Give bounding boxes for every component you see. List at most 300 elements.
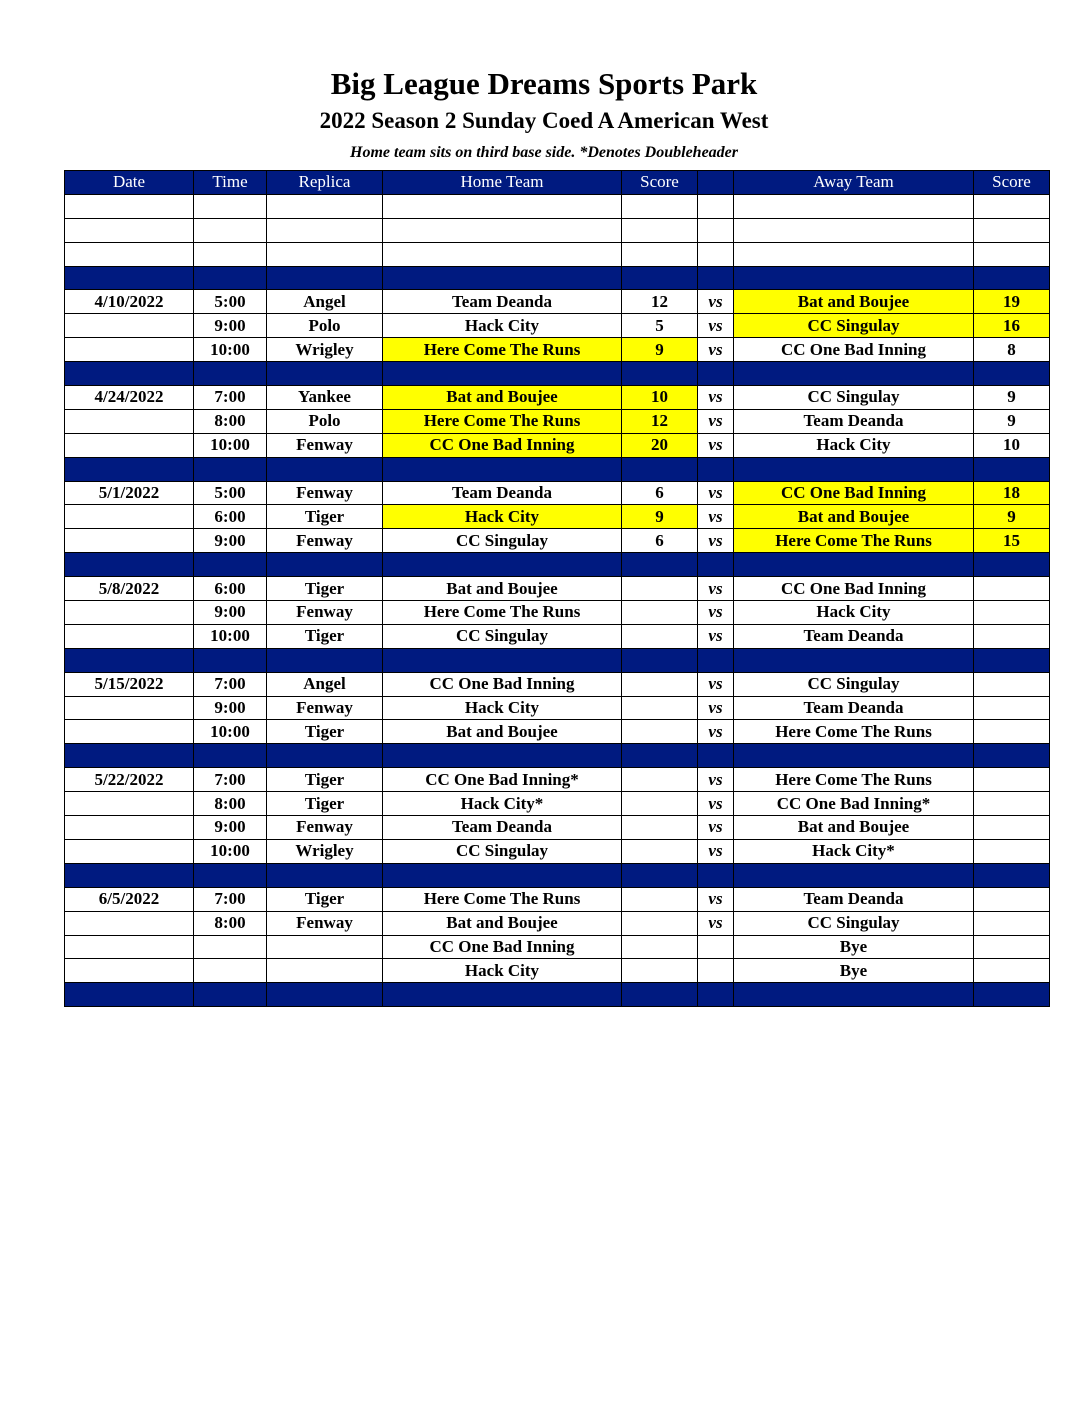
- cell-time: 7:00: [194, 768, 267, 792]
- cell-date: [65, 601, 194, 625]
- cell-date: [65, 433, 194, 457]
- game-row: [65, 624, 1050, 648]
- cell-home: Here Come The Runs: [383, 601, 622, 625]
- cell-away: [734, 648, 974, 672]
- cell-home: [383, 744, 622, 768]
- cell-replica: Tiger: [267, 887, 383, 911]
- cell-replica: Angel: [267, 672, 383, 696]
- cell-home-score: [622, 266, 698, 290]
- cell-away-score: 18: [974, 481, 1050, 505]
- col-away-team-header: Away Team: [734, 171, 974, 195]
- cell-home-score: 9: [622, 338, 698, 362]
- cell-away: CC Singulay: [734, 386, 974, 410]
- cell-vs: vs: [698, 720, 734, 744]
- cell-away-score: [974, 266, 1050, 290]
- cell-away-score: 19: [974, 290, 1050, 314]
- header-row: [65, 171, 1050, 195]
- cell-home: Here Come The Runs: [383, 338, 622, 362]
- cell-home: [383, 983, 622, 1007]
- cell-time: 8:00: [194, 792, 267, 816]
- cell-home: [383, 553, 622, 577]
- cell-home-score: [622, 696, 698, 720]
- cell-time: 10:00: [194, 338, 267, 362]
- cell-replica: Fenway: [267, 696, 383, 720]
- cell-time: 8:00: [194, 911, 267, 935]
- cell-home: CC One Bad Inning: [383, 433, 622, 457]
- blank-row: [65, 242, 1050, 266]
- cell-vs: [698, 194, 734, 218]
- cell-away: Team Deanda: [734, 624, 974, 648]
- cell-time: 9:00: [194, 601, 267, 625]
- cell-home-score: 12: [622, 409, 698, 433]
- week-separator: [65, 648, 1050, 672]
- cell-vs: vs: [698, 481, 734, 505]
- cell-away: [734, 983, 974, 1007]
- cell-away: Hack City: [734, 433, 974, 457]
- page-subtitle: 2022 Season 2 Sunday Coed A American West: [319, 108, 769, 133]
- cell-time: [194, 648, 267, 672]
- cell-time: [194, 983, 267, 1007]
- cell-away: [734, 266, 974, 290]
- cell-replica: Angel: [267, 290, 383, 314]
- cell-away: Team Deanda: [734, 887, 974, 911]
- cell-date: [65, 839, 194, 863]
- cell-replica: Fenway: [267, 911, 383, 935]
- cell-date: [65, 194, 194, 218]
- cell-away: CC One Bad Inning: [734, 577, 974, 601]
- cell-vs: vs: [698, 911, 734, 935]
- game-row: [65, 386, 1050, 410]
- cell-away: [734, 218, 974, 242]
- cell-time: 7:00: [194, 672, 267, 696]
- week-separator: [65, 983, 1050, 1007]
- cell-time: 9:00: [194, 314, 267, 338]
- game-row: [65, 505, 1050, 529]
- cell-home-score: 9: [622, 505, 698, 529]
- cell-home-score: [622, 362, 698, 386]
- blank-row: [65, 194, 1050, 218]
- cell-vs: vs: [698, 792, 734, 816]
- cell-replica: Tiger: [267, 624, 383, 648]
- game-row: [65, 720, 1050, 744]
- cell-date: [65, 314, 194, 338]
- cell-home-score: [622, 983, 698, 1007]
- cell-away: CC Singulay: [734, 314, 974, 338]
- cell-away-score: [974, 959, 1050, 983]
- cell-time: 5:00: [194, 481, 267, 505]
- cell-date: 4/24/2022: [65, 386, 194, 410]
- cell-away-score: [974, 863, 1050, 887]
- game-row: [65, 768, 1050, 792]
- cell-away-score: [974, 457, 1050, 481]
- cell-away: Bat and Boujee: [734, 505, 974, 529]
- cell-away-score: 16: [974, 314, 1050, 338]
- cell-away-score: [974, 720, 1050, 744]
- cell-vs: vs: [698, 601, 734, 625]
- cell-away-score: [974, 672, 1050, 696]
- week-separator: [65, 553, 1050, 577]
- game-row: [65, 601, 1050, 625]
- week-separator: [65, 744, 1050, 768]
- game-row: [65, 911, 1050, 935]
- cell-replica: Tiger: [267, 720, 383, 744]
- cell-replica: [267, 935, 383, 959]
- cell-vs: [698, 553, 734, 577]
- cell-home-score: [622, 672, 698, 696]
- game-row: [65, 338, 1050, 362]
- cell-time: 9:00: [194, 816, 267, 840]
- cell-away-score: [974, 194, 1050, 218]
- schedule-note: Home team sits on third base side. *Denotes Doubleheader: [350, 144, 738, 161]
- week-separator: [65, 362, 1050, 386]
- cell-home-score: [622, 816, 698, 840]
- cell-time: 7:00: [194, 386, 267, 410]
- cell-away-score: [974, 218, 1050, 242]
- cell-home-score: 10: [622, 386, 698, 410]
- cell-time: 9:00: [194, 529, 267, 553]
- cell-home: Bat and Boujee: [383, 577, 622, 601]
- col-replica-header: Replica: [267, 171, 383, 195]
- cell-time: [194, 362, 267, 386]
- cell-replica: Tiger: [267, 577, 383, 601]
- cell-date: [65, 959, 194, 983]
- cell-time: [194, 218, 267, 242]
- cell-vs: vs: [698, 290, 734, 314]
- cell-date: [65, 409, 194, 433]
- cell-home: [383, 242, 622, 266]
- cell-home: CC One Bad Inning: [383, 935, 622, 959]
- cell-replica: [267, 362, 383, 386]
- cell-date: [65, 218, 194, 242]
- cell-date: [65, 362, 194, 386]
- cell-home-score: 6: [622, 481, 698, 505]
- cell-home: CC Singulay: [383, 529, 622, 553]
- cell-date: 5/22/2022: [65, 768, 194, 792]
- cell-replica: Tiger: [267, 505, 383, 529]
- game-row: [65, 935, 1050, 959]
- cell-date: [65, 863, 194, 887]
- cell-home-score: [622, 601, 698, 625]
- cell-time: 8:00: [194, 409, 267, 433]
- cell-home: CC One Bad Inning*: [383, 768, 622, 792]
- cell-replica: [267, 863, 383, 887]
- cell-replica: [267, 242, 383, 266]
- cell-vs: [698, 457, 734, 481]
- cell-date: 5/1/2022: [65, 481, 194, 505]
- game-row: [65, 816, 1050, 840]
- cell-time: 10:00: [194, 433, 267, 457]
- cell-replica: [267, 744, 383, 768]
- cell-replica: Fenway: [267, 816, 383, 840]
- cell-replica: [267, 983, 383, 1007]
- cell-away: CC One Bad Inning: [734, 481, 974, 505]
- cell-replica: Polo: [267, 409, 383, 433]
- cell-away: Team Deanda: [734, 409, 974, 433]
- game-row: [65, 577, 1050, 601]
- cell-date: 4/10/2022: [65, 290, 194, 314]
- col-vs-header: [698, 171, 734, 195]
- cell-away-score: [974, 792, 1050, 816]
- cell-vs: [698, 863, 734, 887]
- cell-replica: Polo: [267, 314, 383, 338]
- cell-away-score: 15: [974, 529, 1050, 553]
- cell-vs: [698, 362, 734, 386]
- cell-away: [734, 457, 974, 481]
- cell-date: 5/8/2022: [65, 577, 194, 601]
- cell-home: [383, 863, 622, 887]
- cell-home-score: [622, 839, 698, 863]
- cell-date: [65, 720, 194, 744]
- game-row: [65, 959, 1050, 983]
- cell-away: [734, 744, 974, 768]
- game-row: [65, 314, 1050, 338]
- cell-date: [65, 744, 194, 768]
- cell-away: [734, 242, 974, 266]
- cell-home-score: 5: [622, 314, 698, 338]
- cell-replica: [267, 457, 383, 481]
- cell-away-score: [974, 696, 1050, 720]
- cell-vs: vs: [698, 839, 734, 863]
- cell-replica: Yankee: [267, 386, 383, 410]
- cell-home-score: [622, 577, 698, 601]
- cell-time: [194, 457, 267, 481]
- cell-date: [65, 266, 194, 290]
- cell-replica: Fenway: [267, 433, 383, 457]
- cell-home: [383, 648, 622, 672]
- week-separator: [65, 457, 1050, 481]
- cell-vs: vs: [698, 338, 734, 362]
- cell-home: CC Singulay: [383, 839, 622, 863]
- cell-away-score: [974, 911, 1050, 935]
- cell-time: 9:00: [194, 696, 267, 720]
- cell-away-score: [974, 242, 1050, 266]
- game-row: [65, 290, 1050, 314]
- cell-home-score: [622, 648, 698, 672]
- cell-away: [734, 863, 974, 887]
- cell-away: Bye: [734, 935, 974, 959]
- cell-home: [383, 218, 622, 242]
- cell-vs: vs: [698, 529, 734, 553]
- col-date-header: Date: [65, 171, 194, 195]
- cell-home: Bat and Boujee: [383, 386, 622, 410]
- cell-home: [383, 266, 622, 290]
- cell-away-score: [974, 816, 1050, 840]
- game-row: [65, 529, 1050, 553]
- cell-date: 5/15/2022: [65, 672, 194, 696]
- cell-home-score: [622, 887, 698, 911]
- cell-vs: vs: [698, 386, 734, 410]
- cell-home: Hack City*: [383, 792, 622, 816]
- cell-vs: vs: [698, 887, 734, 911]
- cell-replica: Fenway: [267, 529, 383, 553]
- cell-time: 6:00: [194, 505, 267, 529]
- cell-replica: Wrigley: [267, 338, 383, 362]
- cell-replica: Fenway: [267, 601, 383, 625]
- cell-home: Bat and Boujee: [383, 911, 622, 935]
- cell-away: Bat and Boujee: [734, 816, 974, 840]
- cell-away: CC Singulay: [734, 911, 974, 935]
- cell-time: [194, 744, 267, 768]
- cell-time: 7:00: [194, 887, 267, 911]
- cell-away: [734, 553, 974, 577]
- cell-home: Here Come The Runs: [383, 409, 622, 433]
- cell-home-score: 20: [622, 433, 698, 457]
- game-row: [65, 696, 1050, 720]
- week-separator: [65, 863, 1050, 887]
- cell-home-score: [622, 194, 698, 218]
- cell-home: Hack City: [383, 959, 622, 983]
- cell-vs: [698, 242, 734, 266]
- cell-home-score: [622, 959, 698, 983]
- cell-time: 10:00: [194, 720, 267, 744]
- game-row: [65, 839, 1050, 863]
- cell-home: Hack City: [383, 505, 622, 529]
- cell-date: [65, 935, 194, 959]
- cell-away: [734, 362, 974, 386]
- cell-date: [65, 911, 194, 935]
- cell-away-score: [974, 577, 1050, 601]
- cell-away-score: 9: [974, 386, 1050, 410]
- cell-home-score: [622, 457, 698, 481]
- cell-replica: Fenway: [267, 481, 383, 505]
- cell-date: [65, 696, 194, 720]
- cell-home-score: 6: [622, 529, 698, 553]
- cell-home: Team Deanda: [383, 481, 622, 505]
- cell-date: 6/5/2022: [65, 887, 194, 911]
- cell-date: [65, 792, 194, 816]
- cell-vs: vs: [698, 409, 734, 433]
- cell-date: [65, 242, 194, 266]
- cell-away-score: 10: [974, 433, 1050, 457]
- cell-away: Team Deanda: [734, 696, 974, 720]
- cell-home: Bat and Boujee: [383, 720, 622, 744]
- cell-home: Team Deanda: [383, 816, 622, 840]
- cell-vs: vs: [698, 505, 734, 529]
- cell-home: [383, 362, 622, 386]
- cell-replica: Tiger: [267, 792, 383, 816]
- cell-home-score: [622, 720, 698, 744]
- game-row: [65, 433, 1050, 457]
- cell-time: [194, 863, 267, 887]
- cell-home-score: [622, 935, 698, 959]
- game-row: [65, 792, 1050, 816]
- cell-vs: vs: [698, 314, 734, 338]
- col-home-score-header: Score: [622, 171, 698, 195]
- cell-away: CC One Bad Inning: [734, 338, 974, 362]
- cell-time: 5:00: [194, 290, 267, 314]
- cell-away-score: 9: [974, 505, 1050, 529]
- cell-home: Hack City: [383, 696, 622, 720]
- cell-vs: vs: [698, 768, 734, 792]
- cell-home-score: [622, 242, 698, 266]
- cell-away-score: [974, 362, 1050, 386]
- cell-home: [383, 457, 622, 481]
- schedule-table: [64, 170, 1050, 1007]
- cell-replica: [267, 266, 383, 290]
- cell-away: Hack City: [734, 601, 974, 625]
- cell-home-score: [622, 624, 698, 648]
- blank-row: [65, 218, 1050, 242]
- game-row: [65, 672, 1050, 696]
- col-away-score-header: Score: [974, 171, 1050, 195]
- cell-vs: vs: [698, 696, 734, 720]
- cell-vs: [698, 218, 734, 242]
- cell-replica: [267, 553, 383, 577]
- col-time-header: Time: [194, 171, 267, 195]
- cell-away-score: [974, 648, 1050, 672]
- cell-away: Hack City*: [734, 839, 974, 863]
- cell-vs: [698, 959, 734, 983]
- col-home-team-header: Home Team: [383, 171, 622, 195]
- cell-away-score: [974, 983, 1050, 1007]
- cell-date: [65, 505, 194, 529]
- cell-home-score: 12: [622, 290, 698, 314]
- cell-home-score: [622, 744, 698, 768]
- cell-time: 6:00: [194, 577, 267, 601]
- cell-vs: [698, 648, 734, 672]
- cell-home: [383, 194, 622, 218]
- cell-away-score: [974, 601, 1050, 625]
- cell-away-score: [974, 935, 1050, 959]
- cell-away-score: [974, 624, 1050, 648]
- page-title: Big League Dreams Sports Park: [330, 66, 758, 101]
- week-separator: [65, 266, 1050, 290]
- cell-home-score: [622, 792, 698, 816]
- cell-time: 10:00: [194, 839, 267, 863]
- cell-home: Team Deanda: [383, 290, 622, 314]
- cell-time: [194, 194, 267, 218]
- cell-vs: [698, 266, 734, 290]
- cell-vs: vs: [698, 816, 734, 840]
- cell-away: CC One Bad Inning*: [734, 792, 974, 816]
- cell-home-score: [622, 863, 698, 887]
- cell-away: Here Come The Runs: [734, 720, 974, 744]
- cell-away-score: 9: [974, 409, 1050, 433]
- cell-home-score: [622, 218, 698, 242]
- cell-vs: vs: [698, 433, 734, 457]
- cell-vs: [698, 744, 734, 768]
- cell-replica: [267, 194, 383, 218]
- cell-away-score: [974, 839, 1050, 863]
- cell-date: [65, 553, 194, 577]
- cell-time: [194, 553, 267, 577]
- game-row: [65, 409, 1050, 433]
- cell-time: [194, 959, 267, 983]
- cell-away-score: [974, 887, 1050, 911]
- cell-date: [65, 457, 194, 481]
- cell-away: [734, 194, 974, 218]
- schedule-body: [65, 194, 1050, 1006]
- cell-away-score: [974, 744, 1050, 768]
- cell-vs: vs: [698, 624, 734, 648]
- cell-home-score: [622, 768, 698, 792]
- cell-home: Here Come The Runs: [383, 887, 622, 911]
- cell-replica: [267, 218, 383, 242]
- game-row: [65, 887, 1050, 911]
- cell-vs: [698, 935, 734, 959]
- cell-date: [65, 338, 194, 362]
- cell-away: Here Come The Runs: [734, 529, 974, 553]
- cell-replica: [267, 959, 383, 983]
- cell-away-score: [974, 553, 1050, 577]
- cell-vs: vs: [698, 577, 734, 601]
- cell-replica: Tiger: [267, 768, 383, 792]
- cell-time: 10:00: [194, 624, 267, 648]
- cell-time: [194, 266, 267, 290]
- cell-home-score: [622, 553, 698, 577]
- cell-away: Bat and Boujee: [734, 290, 974, 314]
- cell-date: [65, 624, 194, 648]
